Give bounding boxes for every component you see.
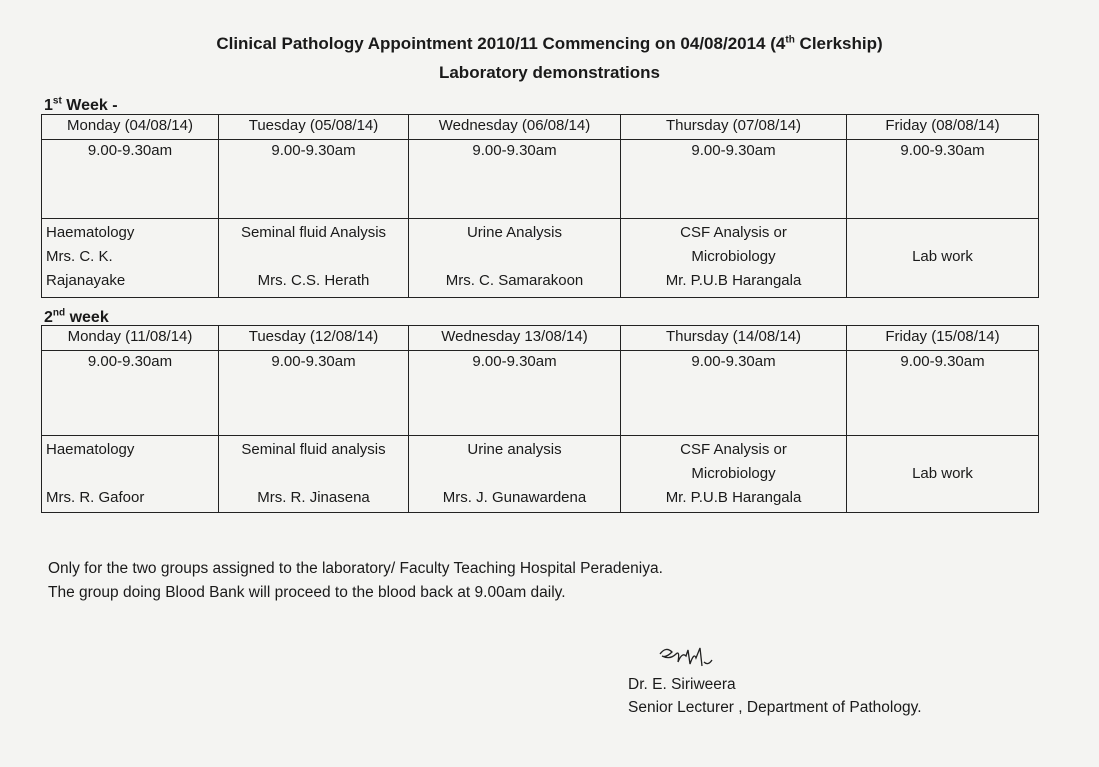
week-1-label: 1st Week - bbox=[44, 95, 118, 114]
day-header: Monday (04/08/14) bbox=[42, 115, 219, 140]
title-end: Clerkship) bbox=[794, 34, 883, 53]
day-header: Tuesday (12/08/14) bbox=[219, 326, 409, 351]
title-sup: th bbox=[785, 34, 795, 46]
signer-name: Dr. E. Siriweera bbox=[628, 676, 736, 693]
time-cell: 9.00-9.30am bbox=[42, 351, 219, 436]
subject-cell: Seminal fluid Analysis Mrs. C.S. Herath bbox=[219, 219, 409, 298]
document-title bbox=[0, 34, 1099, 54]
title-main: Clinical Pathology Appointment 2010/11 Commencing on 04/08/2014 (4 bbox=[216, 34, 786, 53]
subject-cell: Seminal fluid analysis Mrs. R. Jinasena bbox=[219, 436, 409, 513]
subject-cell: Urine analysis Mrs. J. Gunawardena bbox=[409, 436, 621, 513]
subject-cell: Lab work bbox=[847, 436, 1039, 513]
time-cell: 9.00-9.30am bbox=[409, 351, 621, 436]
time-cell: 9.00-9.30am bbox=[847, 351, 1039, 436]
note-line: The group doing Blood Bank will proceed to the blood back at 9.00am daily. bbox=[48, 584, 566, 601]
subject-row bbox=[42, 436, 1039, 513]
signer-role: Senior Lecturer , Department of Pathology. bbox=[628, 699, 922, 716]
day-header: Wednesday 13/08/14) bbox=[409, 326, 621, 351]
time-row bbox=[42, 351, 1039, 436]
time-cell: 9.00-9.30am bbox=[42, 140, 219, 219]
time-cell: 9.00-9.30am bbox=[409, 140, 621, 219]
subject-cell: Haematology Mrs. R. Gafoor bbox=[42, 436, 219, 513]
time-cell: 9.00-9.30am bbox=[621, 351, 847, 436]
day-header-row bbox=[42, 115, 1039, 140]
time-cell: 9.00-9.30am bbox=[621, 140, 847, 219]
handwritten-signature bbox=[656, 644, 716, 672]
day-header: Thursday (07/08/14) bbox=[621, 115, 847, 140]
subject-cell: CSF Analysis or Microbiology Mr. P.U.B Harangala bbox=[621, 219, 847, 298]
day-header: Tuesday (05/08/14) bbox=[219, 115, 409, 140]
time-cell: 9.00-9.30am bbox=[219, 140, 409, 219]
subject-cell: CSF Analysis or Microbiology Mr. P.U.B Harangala bbox=[621, 436, 847, 513]
subject-cell: Haematology Mrs. C. K. Rajanayake bbox=[42, 219, 219, 298]
time-cell: 9.00-9.30am bbox=[219, 351, 409, 436]
week-2-label: 2nd week bbox=[44, 307, 109, 326]
time-row bbox=[42, 140, 1039, 219]
document-subtitle: Laboratory demonstrations bbox=[438, 63, 661, 82]
day-header: Friday (08/08/14) bbox=[847, 115, 1039, 140]
day-header: Thursday (14/08/14) bbox=[621, 326, 847, 351]
subject-cell: Lab work bbox=[847, 219, 1039, 298]
subject-cell: Urine Analysis Mrs. C. Samarakoon bbox=[409, 219, 621, 298]
day-header: Monday (11/08/14) bbox=[42, 326, 219, 351]
note-line: Only for the two groups assigned to the laboratory/ Faculty Teaching Hospital Peradeniya. bbox=[48, 560, 663, 577]
week-2-table bbox=[41, 325, 1039, 513]
subject-row bbox=[42, 219, 1039, 298]
day-header-row bbox=[42, 326, 1039, 351]
time-cell: 9.00-9.30am bbox=[847, 140, 1039, 219]
week-1-table bbox=[41, 114, 1039, 298]
day-header: Wednesday (06/08/14) bbox=[409, 115, 621, 140]
day-header: Friday (15/08/14) bbox=[847, 326, 1039, 351]
